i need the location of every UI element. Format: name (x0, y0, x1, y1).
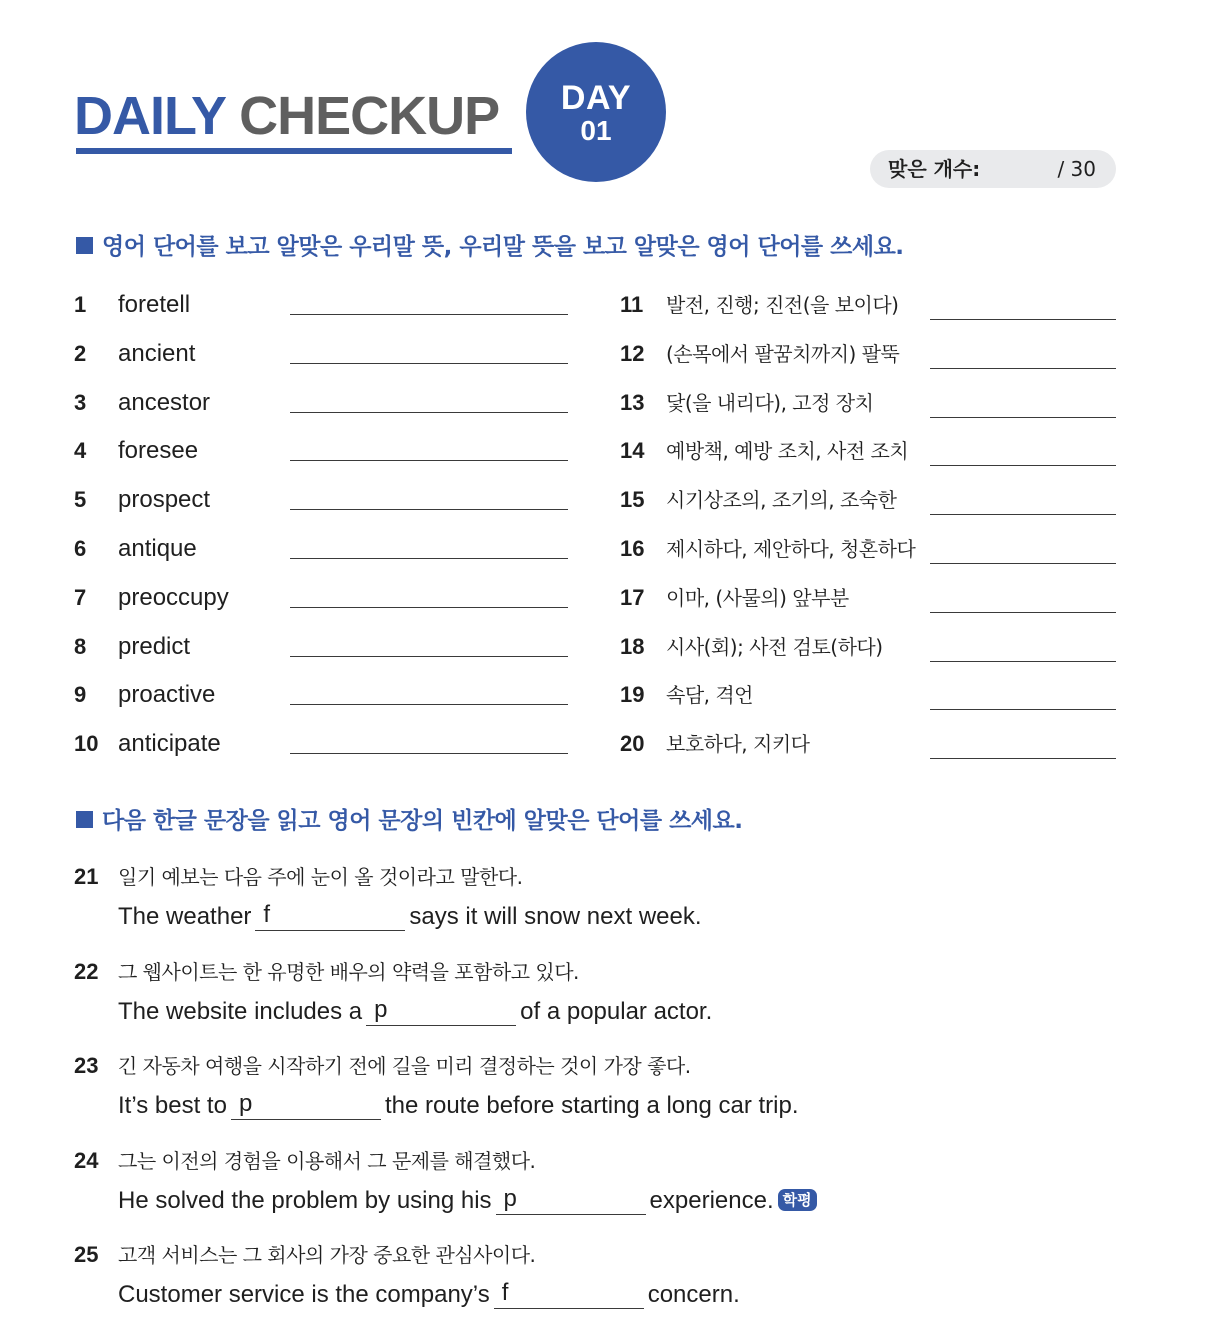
korean-meaning: 제시하다, 제안하다, 청혼하다 (666, 537, 916, 561)
korean-meaning: 보호하다, 지키다 (666, 732, 810, 757)
item-number: 9 (74, 682, 87, 708)
item-number: 19 (620, 682, 645, 708)
vocab-item (620, 630, 1116, 664)
korean-sentence: 고객 서비스는 그 회사의 가장 중요한 관심사이다. (118, 1243, 536, 1268)
sentence-before: The website includes a (118, 997, 363, 1025)
item-number: 14 (620, 438, 645, 464)
first-letter-hint: p (503, 1184, 517, 1212)
square-bullet-icon (76, 811, 93, 828)
vocab-item (620, 678, 1116, 712)
section1-instruction (76, 232, 904, 262)
sentence-after: concern. (647, 1281, 740, 1309)
answer-line[interactable] (290, 753, 568, 754)
sentence-item (74, 1051, 1114, 1141)
title-checkup: CHECKUP (239, 86, 500, 146)
english-word: preoccupy (118, 583, 229, 611)
answer-blank[interactable] (494, 1278, 644, 1309)
square-bullet-icon (76, 237, 93, 254)
answer-line[interactable] (930, 368, 1116, 369)
vocab-item (74, 678, 574, 712)
answer-line[interactable] (930, 661, 1116, 662)
vocab-item (74, 532, 574, 566)
vocab-item (620, 483, 1116, 517)
answer-line[interactable] (930, 514, 1116, 515)
english-word: predict (118, 632, 191, 660)
item-number: 18 (620, 633, 645, 659)
item-number: 8 (74, 633, 87, 659)
sentence-after: says it will snow next week. (409, 903, 702, 930)
vocab-item (74, 483, 574, 517)
english-sentence (118, 1089, 799, 1122)
english-word: antique (118, 535, 197, 562)
vocab-item (620, 337, 1116, 371)
korean-meaning: 시사(회); 사전 검토(하다) (666, 634, 883, 659)
item-number: 24 (74, 1147, 99, 1173)
item-number: 20 (620, 731, 645, 757)
answer-line[interactable] (290, 363, 568, 364)
vocab-item (74, 337, 574, 371)
english-word: anticipate (118, 730, 221, 758)
answer-line[interactable] (930, 612, 1116, 613)
english-word: foresee (118, 437, 199, 465)
korean-sentence: 그는 이전의 경험을 이용해서 그 문제를 해결했다. (118, 1148, 536, 1173)
vocab-item (620, 434, 1116, 468)
answer-line[interactable] (290, 412, 568, 413)
item-number: 12 (620, 340, 645, 366)
sentence-after: experience. (649, 1186, 774, 1214)
answer-line[interactable] (290, 314, 568, 315)
answer-line[interactable] (290, 558, 568, 559)
vocab-item (74, 288, 574, 322)
item-number: 5 (74, 487, 87, 513)
item-number: 15 (620, 487, 645, 513)
vocab-item (620, 532, 1116, 566)
answer-line[interactable] (930, 465, 1116, 466)
korean-meaning: 예방책, 예방 조치, 사전 조치 (666, 439, 909, 464)
item-number: 25 (74, 1242, 99, 1268)
day-label: DAY (560, 79, 632, 117)
answer-blank[interactable] (496, 1184, 646, 1215)
item-number: 1 (74, 292, 87, 317)
sentence-before: He solved the problem by using his (118, 1186, 492, 1214)
english-sentence (118, 900, 702, 933)
vocab-item (74, 630, 574, 664)
korean-sentence: 긴 자동차 여행을 시작하기 전에 길을 미리 결정하는 것이 가장 좋다. (118, 1054, 691, 1079)
korean-sentence: 그 웹사이트는 한 유명한 배우의 약력을 포함하고 있다. (118, 959, 579, 984)
english-word: foretell (118, 291, 191, 318)
section2-instruction-text: 다음 한글 문장을 읽고 영어 문장의 빈칸에 알맞은 단어를 쓰세요. (102, 808, 743, 834)
sentence-item (74, 957, 1114, 1047)
source-tag: 학평 (778, 1189, 817, 1211)
vocab-item (74, 386, 574, 420)
answer-line[interactable] (930, 563, 1116, 564)
answer-blank[interactable] (255, 900, 405, 931)
answer-line[interactable] (930, 319, 1116, 320)
title-underline (76, 148, 512, 154)
english-sentence (118, 1184, 817, 1217)
vocab-item (620, 288, 1116, 322)
score-total: / 30 (1057, 157, 1096, 181)
english-word: ancient (118, 339, 196, 367)
answer-line[interactable] (290, 460, 568, 461)
item-number: 22 (74, 958, 99, 984)
first-letter-hint: p (374, 995, 388, 1023)
korean-meaning: 닻(을 내리다), 고정 장치 (666, 390, 874, 415)
answer-line[interactable] (290, 607, 568, 608)
item-number: 7 (74, 584, 87, 610)
sentence-after: of a popular actor. (520, 997, 713, 1025)
score-label: 맞은 개수: (888, 157, 981, 181)
section2-instruction (76, 806, 742, 836)
english-word: prospect (118, 486, 211, 514)
title-daily: DAILY (74, 86, 226, 146)
item-number: 13 (620, 389, 645, 415)
item-number: 6 (74, 536, 87, 561)
first-letter-hint: p (238, 1090, 253, 1118)
sentence-after: the route before starting a long car trip. (384, 1092, 799, 1120)
korean-sentence: 일기 예보는 다음 주에 눈이 올 것이라고 말한다. (118, 865, 523, 889)
answer-line[interactable] (290, 656, 568, 657)
sentence-before: It’s best to (118, 1092, 227, 1120)
korean-meaning: (손목에서 팔꿈치까지) 팔뚝 (666, 341, 900, 366)
korean-meaning: 시기상조의, 조기의, 조숙한 (666, 488, 897, 513)
answer-line[interactable] (290, 509, 568, 510)
vocab-item (74, 581, 574, 615)
korean-meaning: 발전, 진행; 진전(을 보이다) (666, 293, 899, 317)
item-number: 16 (620, 536, 645, 561)
first-letter-hint: f (501, 1279, 509, 1307)
korean-meaning: 이마, (사물의) 앞부분 (666, 585, 849, 610)
item-number: 21 (74, 864, 99, 889)
day-badge (526, 42, 666, 182)
english-word: ancestor (118, 388, 211, 416)
sentence-item (74, 1146, 1114, 1236)
vocab-item (74, 727, 574, 761)
korean-meaning: 속담, 격언 (666, 683, 753, 708)
first-letter-hint: f (263, 901, 271, 928)
vocab-item (620, 581, 1116, 615)
sentence-before: The weather (118, 903, 252, 930)
english-sentence (118, 1278, 740, 1311)
score-box (870, 150, 1116, 188)
english-sentence (118, 995, 712, 1028)
answer-blank[interactable] (366, 995, 516, 1026)
item-number: 11 (620, 292, 644, 317)
item-number: 17 (620, 584, 645, 610)
answer-line[interactable] (930, 709, 1116, 710)
vocab-item (620, 727, 1116, 761)
answer-line[interactable] (930, 417, 1116, 418)
sentence-before: Customer service is the company’s (118, 1281, 490, 1309)
vocab-item (620, 386, 1116, 420)
page-title (74, 84, 499, 148)
vocab-item (74, 434, 574, 468)
english-word: proactive (118, 681, 216, 709)
section1-instruction-text: 영어 단어를 보고 알맞은 우리말 뜻, 우리말 뜻을 보고 알맞은 영어 단어를 쓰세요. (102, 234, 904, 260)
item-number: 3 (74, 389, 87, 415)
answer-blank[interactable] (231, 1089, 381, 1120)
item-number: 23 (74, 1053, 99, 1079)
answer-line[interactable] (290, 704, 568, 705)
item-number: 10 (74, 731, 99, 757)
sentence-item (74, 1240, 1114, 1330)
sentence-item (74, 862, 1114, 952)
item-number: 2 (74, 340, 87, 366)
day-number: 01 (580, 115, 612, 146)
answer-line[interactable] (930, 758, 1116, 759)
item-number: 4 (74, 438, 87, 464)
